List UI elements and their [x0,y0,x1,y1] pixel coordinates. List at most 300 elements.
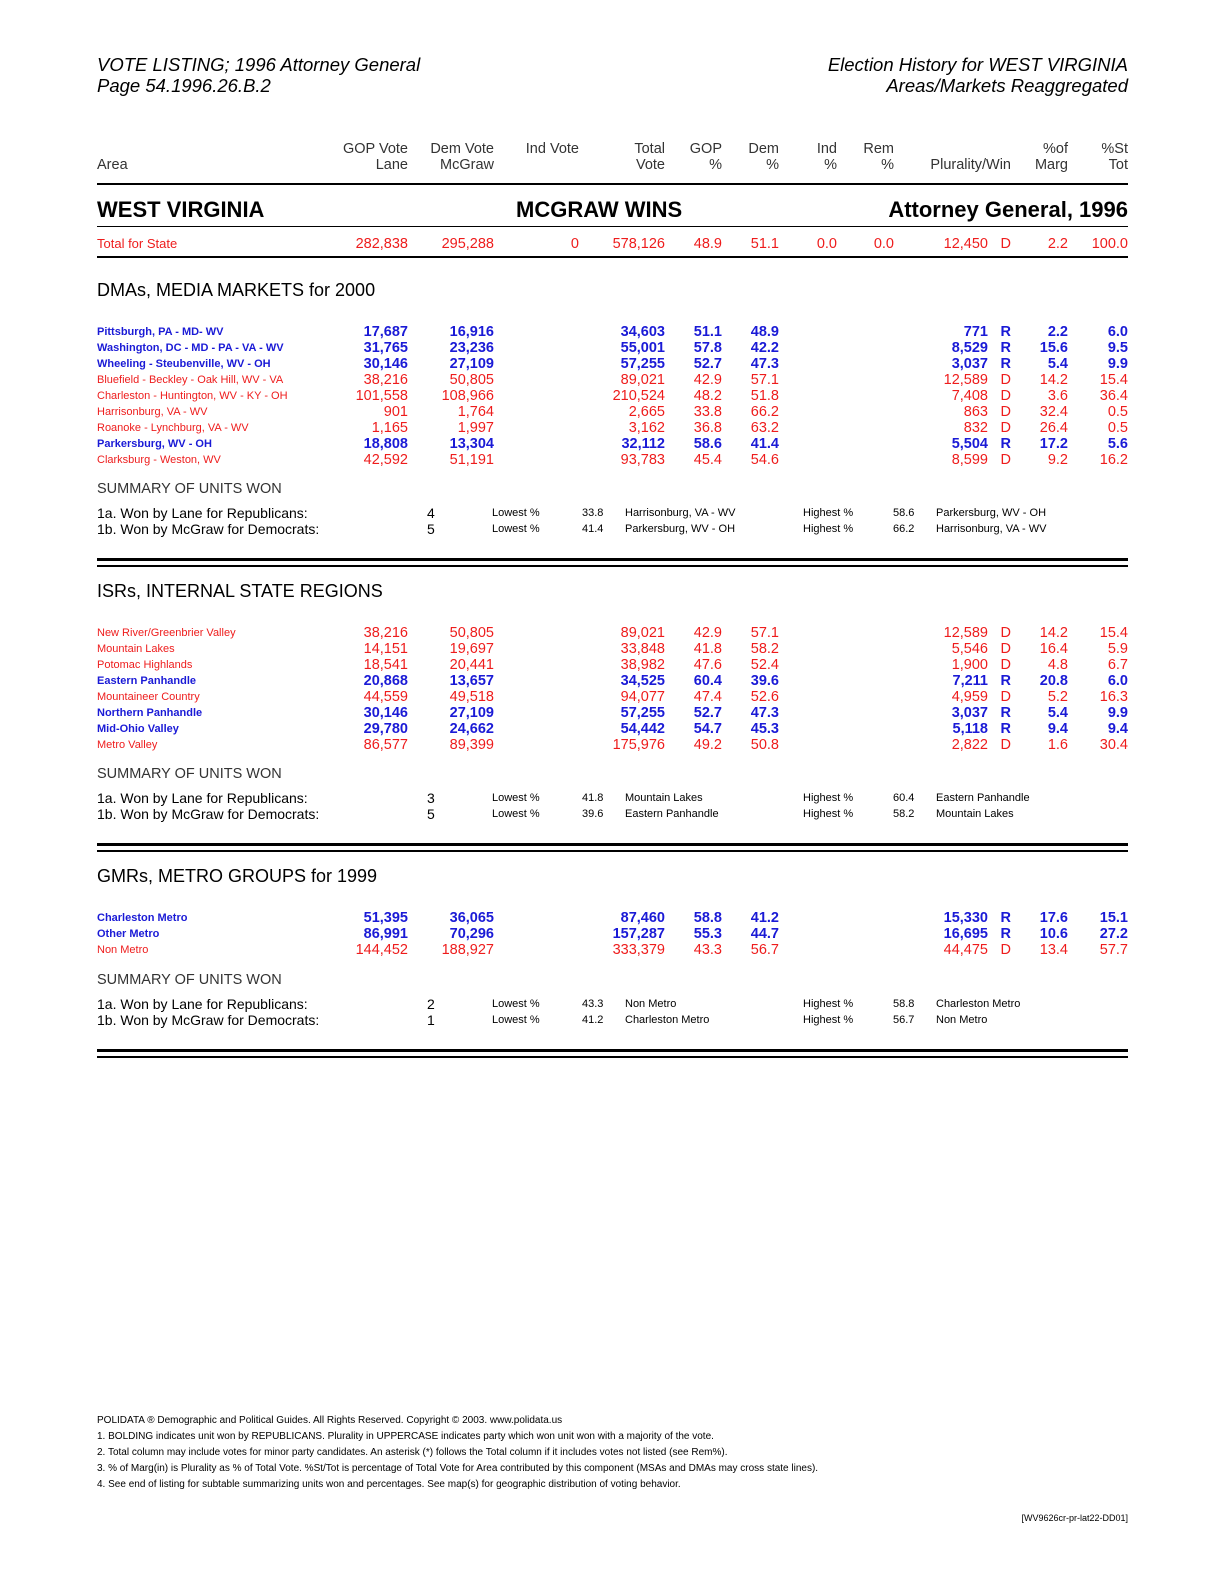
highest-pct: 58.2 [893,808,915,820]
cell-plurality: 2,822 [951,737,988,753]
cell-plurality: 832 [963,420,988,436]
lowest-pct: 33.8 [582,507,604,519]
cell-gop: 18,808 [363,436,408,452]
summary-label: 1b. Won by McGraw for Democrats: [97,521,320,537]
cell-dem: 50,805 [449,625,494,641]
cell-gop-pct: 60.4 [693,673,722,689]
cell-winner: D [1000,689,1011,705]
cell-marg: 15.6 [1039,340,1068,356]
cell-gop: 38,216 [363,372,408,388]
result-banner: MCGRAW WINS [516,197,683,222]
cell-dem-pct: 56.7 [750,942,779,958]
cell-marg: 4.8 [1047,657,1068,673]
summary-row-dem [97,1012,1128,1028]
highest-pct: 58.6 [893,507,915,519]
footnote-1: 1. BOLDING indicates unit won by REPUBLICANS. Plurality in UPPERCASE indicates party which won unit won with a majority of the vote. [97,1431,714,1442]
cell-st: 16.3 [1099,689,1128,705]
cell-winner: R [1000,910,1011,926]
cell-marg: 17.2 [1039,436,1068,452]
table-row [97,420,1128,436]
highest-area: Mountain Lakes [936,808,1014,820]
table-row [97,657,1128,673]
header-rule [97,183,1128,185]
footnote-2: 2. Total column may include votes for minor party candidates. An asterisk (*) follows the Total column if it includes votes not listed (see Rem%). [97,1447,728,1458]
summary-title: SUMMARY OF UNITS WON [97,766,282,782]
cell-plurality: 1,900 [951,657,988,673]
row-area: Mid-Ohio Valley [97,723,179,735]
row-area: Potomac Highlands [97,659,193,671]
cell-winner: D [1000,625,1011,641]
lowest-area: Parkersburg, WV - OH [625,523,736,535]
cell-total: 34,603 [620,324,665,340]
cell-dem-pct: 41.2 [750,910,779,926]
section-rule-top [97,1049,1128,1052]
cell-gop-pct: 52.7 [693,356,722,372]
state-total-label: Total for State [97,236,178,251]
cell-total: 3,162 [628,420,665,436]
cell-gop: 18,541 [363,657,408,673]
highest-label: Highest % [803,1014,854,1026]
cell-total: 34,525 [620,673,665,689]
cell-dem-pct: 57.1 [750,625,779,641]
cell-gop-pct: 58.6 [693,436,722,452]
table-row [97,340,1128,356]
state-gop-pct: 48.9 [693,236,722,252]
cell-marg: 3.6 [1047,388,1068,404]
row-area: Charleston - Huntington, WV - KY - OH [97,390,288,402]
table-row [97,372,1128,388]
col-total-vote: Total Vote [634,141,665,173]
cell-gop: 1,165 [371,420,408,436]
cell-st: 6.7 [1107,657,1128,673]
cell-dem: 49,518 [449,689,494,705]
cell-marg: 13.4 [1039,942,1068,958]
table-row [97,625,1128,641]
summary-row-rep [97,790,1128,806]
cell-winner: D [1000,657,1011,673]
cell-dem: 13,304 [449,436,494,452]
cell-dem: 23,236 [449,340,494,356]
highest-area: Parkersburg, WV - OH [936,507,1047,519]
cell-winner: R [1000,436,1011,452]
cell-plurality: 771 [963,324,988,340]
cell-winner: D [1000,942,1011,958]
summary-count: 1 [427,1012,435,1028]
highest-area: Charleston Metro [936,998,1021,1010]
cell-plurality: 5,504 [951,436,988,452]
cell-gop-pct: 45.4 [693,452,722,468]
cell-winner: R [1000,340,1011,356]
cell-marg: 9.2 [1047,452,1068,468]
summary-row-dem [97,521,1128,537]
cell-marg: 20.8 [1039,673,1068,689]
cell-dem: 24,662 [449,721,494,737]
cell-gop: 31,765 [363,340,408,356]
table-row [97,404,1128,420]
lowest-area: Charleston Metro [625,1014,710,1026]
cell-plurality: 5,546 [951,641,988,657]
cell-gop-pct: 51.1 [693,324,722,340]
summary-label: 1a. Won by Lane for Republicans: [97,505,308,521]
cell-gop-pct: 47.6 [693,657,722,673]
aggregation-note: Areas/Markets Reaggregated [886,75,1128,96]
state-plurality: 12,450 [943,236,988,252]
cell-dem-pct: 44.7 [750,926,779,942]
lowest-label: Lowest % [492,808,540,820]
cell-total: 38,982 [620,657,665,673]
cell-dem-pct: 51.8 [750,388,779,404]
page-number: Page 54.1996.26.B.2 [97,75,271,96]
cell-winner: D [1000,388,1011,404]
lowest-area: Non Metro [625,998,677,1010]
cell-gop-pct: 42.9 [693,372,722,388]
state-dem-vote: 295,288 [441,236,494,252]
section-rule-bottom [97,1056,1128,1058]
cell-gop: 20,868 [363,673,408,689]
table-row [97,942,1128,958]
summary-title: SUMMARY OF UNITS WON [97,972,282,988]
cell-dem: 50,805 [449,372,494,388]
table-row [97,673,1128,689]
highest-pct: 60.4 [893,792,915,804]
cell-gop-pct: 41.8 [693,641,722,657]
cell-st: 9.9 [1107,705,1128,721]
cell-plurality: 12,589 [943,625,988,641]
col-ind-pct: Ind % [816,141,837,173]
col-area: Area [97,157,128,173]
cell-dem-pct: 63.2 [750,420,779,436]
cell-plurality: 44,475 [943,942,988,958]
state-rem-pct: 0.0 [873,236,894,252]
cell-gop-pct: 36.8 [693,420,722,436]
cell-plurality: 863 [963,404,988,420]
row-area: Charleston Metro [97,912,188,924]
cell-plurality: 7,408 [951,388,988,404]
cell-st: 15.1 [1099,910,1128,926]
cell-st: 0.5 [1107,404,1128,420]
cell-winner: D [1000,641,1011,657]
highest-label: Highest % [803,792,854,804]
cell-gop: 17,687 [363,324,408,340]
cell-gop-pct: 48.2 [693,388,722,404]
lowest-pct: 43.3 [582,998,604,1010]
report-subtitle [628,54,1128,96]
cell-st: 30.4 [1099,737,1128,753]
cell-marg: 32.4 [1039,404,1068,420]
cell-dem: 19,697 [449,641,494,657]
cell-total: 57,255 [620,356,665,372]
row-area: Mountaineer Country [97,691,200,703]
highest-label: Highest % [803,998,854,1010]
col-state-total: %St Tot [1101,141,1128,173]
highest-label: Highest % [803,507,854,519]
cell-marg: 1.6 [1047,737,1068,753]
summary-row-rep [97,996,1128,1012]
cell-winner: R [1000,926,1011,942]
state-winner: D [1000,236,1011,252]
cell-winner: R [1000,705,1011,721]
cell-plurality: 8,599 [951,452,988,468]
row-area: Bluefield - Beckley - Oak Hill, WV - VA [97,374,284,386]
cell-total: 89,021 [620,625,665,641]
cell-gop-pct: 55.3 [693,926,722,942]
cell-gop: 144,452 [355,942,408,958]
cell-dem-pct: 39.6 [750,673,779,689]
summary-count: 4 [427,505,435,521]
cell-total: 210,524 [612,388,665,404]
col-ind-vote: Ind Vote [525,141,579,157]
cell-total: 89,021 [620,372,665,388]
cell-st: 5.6 [1107,436,1128,452]
cell-marg: 5.2 [1047,689,1068,705]
table-row [97,689,1128,705]
lowest-pct: 41.8 [582,792,604,804]
state-total-rule [97,256,1128,258]
cell-dem: 36,065 [449,910,494,926]
row-area: Other Metro [97,928,160,940]
cell-st: 36.4 [1099,388,1128,404]
cell-total: 333,379 [612,942,665,958]
state-ind-vote: 0 [570,236,579,252]
cell-gop-pct: 42.9 [693,625,722,641]
cell-st: 0.5 [1107,420,1128,436]
table-row [97,705,1128,721]
cell-gop: 86,991 [363,926,408,942]
col-margin: %of Marg [1034,141,1068,173]
col-dem-pct: Dem % [748,141,779,173]
cell-dem: 13,657 [449,673,494,689]
cell-st: 6.0 [1107,673,1128,689]
row-area: Northern Panhandle [97,707,203,719]
highest-pct: 58.8 [893,998,915,1010]
cell-gop: 44,559 [363,689,408,705]
cell-gop-pct: 54.7 [693,721,722,737]
cell-total: 54,442 [620,721,665,737]
column-headers [97,141,1128,175]
cell-st: 9.9 [1107,356,1128,372]
cell-total: 57,255 [620,705,665,721]
cell-total: 175,976 [612,737,665,753]
lowest-pct: 41.4 [582,523,604,535]
cell-plurality: 4,959 [951,689,988,705]
col-rem-pct: Rem % [863,141,894,173]
highest-label: Highest % [803,808,854,820]
cell-winner: D [1000,452,1011,468]
cell-gop: 30,146 [363,705,408,721]
summary-count: 5 [427,521,435,537]
cell-total: 32,112 [621,436,665,452]
state-ind-pct: 0.0 [816,236,837,252]
cell-dem: 51,191 [449,452,494,468]
footer-notes [97,1413,1128,1493]
section-rule-bottom [97,565,1128,567]
cell-winner: D [1000,737,1011,753]
highest-pct: 66.2 [893,523,915,535]
col-gop-vote: GOP Vote Lane [342,141,408,173]
document-code: [WV9626cr-pr-lat22-DD01] [1021,1513,1128,1523]
lowest-area: Eastern Panhandle [625,808,719,820]
cell-st: 15.4 [1099,625,1128,641]
row-area: Washington, DC - MD - PA - VA - WV [97,342,284,354]
cell-marg: 17.6 [1039,910,1068,926]
cell-gop-pct: 33.8 [693,404,722,420]
row-area: Eastern Panhandle [97,675,197,687]
cell-dem-pct: 45.3 [750,721,779,737]
cell-gop: 29,780 [363,721,408,737]
row-area: Non Metro [97,944,149,956]
cell-total: 33,848 [620,641,665,657]
col-plurality: Plurality/Win [930,157,1011,173]
section-rule-top [97,558,1128,561]
cell-st: 9.4 [1107,721,1128,737]
cell-dem: 16,916 [449,324,494,340]
cell-plurality: 15,330 [943,910,988,926]
cell-dem: 108,966 [441,388,494,404]
summary-title: SUMMARY OF UNITS WON [97,481,282,497]
cell-winner: R [1000,356,1011,372]
cell-plurality: 3,037 [951,356,988,372]
cell-st: 57.7 [1099,942,1128,958]
row-area: Metro Valley [97,739,158,751]
lowest-pct: 41.2 [582,1014,604,1026]
cell-dem-pct: 66.2 [750,404,779,420]
state-total-vote: 578,126 [612,236,665,252]
cell-marg: 26.4 [1039,420,1068,436]
table-row [97,926,1128,942]
cell-dem: 1,764 [457,404,494,420]
cell-gop-pct: 58.8 [693,910,722,926]
state-dem-pct: 51.1 [750,236,779,252]
cell-dem: 89,399 [449,737,494,753]
cell-dem: 70,296 [449,926,494,942]
cell-gop: 901 [383,404,408,420]
cell-dem: 20,441 [449,657,494,673]
cell-gop: 42,592 [363,452,408,468]
table-row [97,641,1128,657]
row-area: Parkersburg, WV - OH [97,438,212,450]
cell-marg: 10.6 [1039,926,1068,942]
cell-gop: 101,558 [355,388,408,404]
listing-title: VOTE LISTING; 1996 Attorney General [97,54,421,75]
cell-st: 16.2 [1099,452,1128,468]
cell-winner: R [1000,673,1011,689]
row-area: New River/Greenbrier Valley [97,627,236,639]
table-row [97,356,1128,372]
cell-winner: D [1000,372,1011,388]
state-total-row [97,236,1128,252]
cell-marg: 14.2 [1039,625,1068,641]
section-rule-top [97,843,1128,846]
table-row [97,324,1128,340]
lowest-pct: 39.6 [582,808,604,820]
cell-dem-pct: 47.3 [750,705,779,721]
cell-total: 55,001 [620,340,665,356]
row-area: Wheeling - Steubenville, WV - OH [97,358,271,370]
cell-winner: D [1000,420,1011,436]
cell-st: 9.5 [1107,340,1128,356]
table-row [97,452,1128,468]
summary-row-rep [97,505,1128,521]
highest-label: Highest % [803,523,854,535]
cell-total: 157,287 [612,926,665,942]
cell-total: 93,783 [620,452,665,468]
summary-label: 1b. Won by McGraw for Democrats: [97,1012,320,1028]
highest-area: Non Metro [936,1014,988,1026]
highest-pct: 56.7 [893,1014,915,1026]
cell-marg: 2.2 [1047,324,1068,340]
cell-total: 87,460 [620,910,665,926]
table-row [97,721,1128,737]
copyright-line: POLIDATA ® Demographic and Political Guides. All Rights Reserved. Copyright © 2003. www.polidata.us [97,1415,563,1426]
cell-gop-pct: 52.7 [693,705,722,721]
state-banner: WEST VIRGINIA [97,197,265,222]
cell-dem-pct: 52.6 [750,689,779,705]
table-row [97,436,1128,452]
section-title: GMRs, METRO GROUPS for 1999 [97,866,378,886]
state-gop-vote: 282,838 [355,236,408,252]
table-row [97,910,1128,926]
cell-plurality: 12,589 [943,372,988,388]
state-share: 100.0 [1091,236,1128,252]
table-row [97,737,1128,753]
cell-plurality: 16,695 [943,926,988,942]
cell-total: 2,665 [628,404,665,420]
lowest-label: Lowest % [492,1014,540,1026]
highest-area: Harrisonburg, VA - WV [936,523,1047,535]
cell-dem: 1,997 [457,420,494,436]
office-banner: Attorney General, 1996 [888,197,1128,222]
cell-gop-pct: 57.8 [693,340,722,356]
state-margin: 2.2 [1047,236,1068,252]
report-title [97,54,597,96]
row-area: Roanoke - Lynchburg, VA - WV [97,422,249,434]
lowest-label: Lowest % [492,998,540,1010]
lowest-label: Lowest % [492,507,540,519]
cell-dem: 27,109 [449,705,494,721]
summary-count: 3 [427,790,435,806]
summary-row-dem [97,806,1128,822]
section-title: ISRs, INTERNAL STATE REGIONS [97,581,383,601]
lowest-area: Harrisonburg, VA - WV [625,507,736,519]
cell-st: 27.2 [1099,926,1128,942]
cell-dem-pct: 52.4 [750,657,779,673]
cell-st: 15.4 [1099,372,1128,388]
lowest-area: Mountain Lakes [625,792,703,804]
cell-dem: 188,927 [441,942,494,958]
row-area: Pittsburgh, PA - MD- WV [97,326,224,338]
cell-plurality: 5,118 [952,721,988,737]
cell-marg: 9.4 [1047,721,1068,737]
row-area: Mountain Lakes [97,643,175,655]
cell-dem-pct: 42.2 [750,340,779,356]
cell-gop: 38,216 [363,625,408,641]
cell-gop: 30,146 [363,356,408,372]
history-title: Election History for WEST VIRGINIA [827,54,1128,75]
table-row [97,388,1128,404]
cell-dem-pct: 50.8 [750,737,779,753]
section-title: DMAs, MEDIA MARKETS for 2000 [97,280,376,300]
banner-rule [97,226,1128,227]
cell-winner: R [1000,721,1011,737]
cell-marg: 14.2 [1039,372,1068,388]
summary-label: 1b. Won by McGraw for Democrats: [97,806,320,822]
cell-dem-pct: 47.3 [750,356,779,372]
summary-count: 5 [427,806,435,822]
cell-marg: 16.4 [1039,641,1068,657]
cell-winner: R [1000,324,1011,340]
cell-st: 6.0 [1107,324,1128,340]
cell-dem-pct: 41.4 [750,436,779,452]
